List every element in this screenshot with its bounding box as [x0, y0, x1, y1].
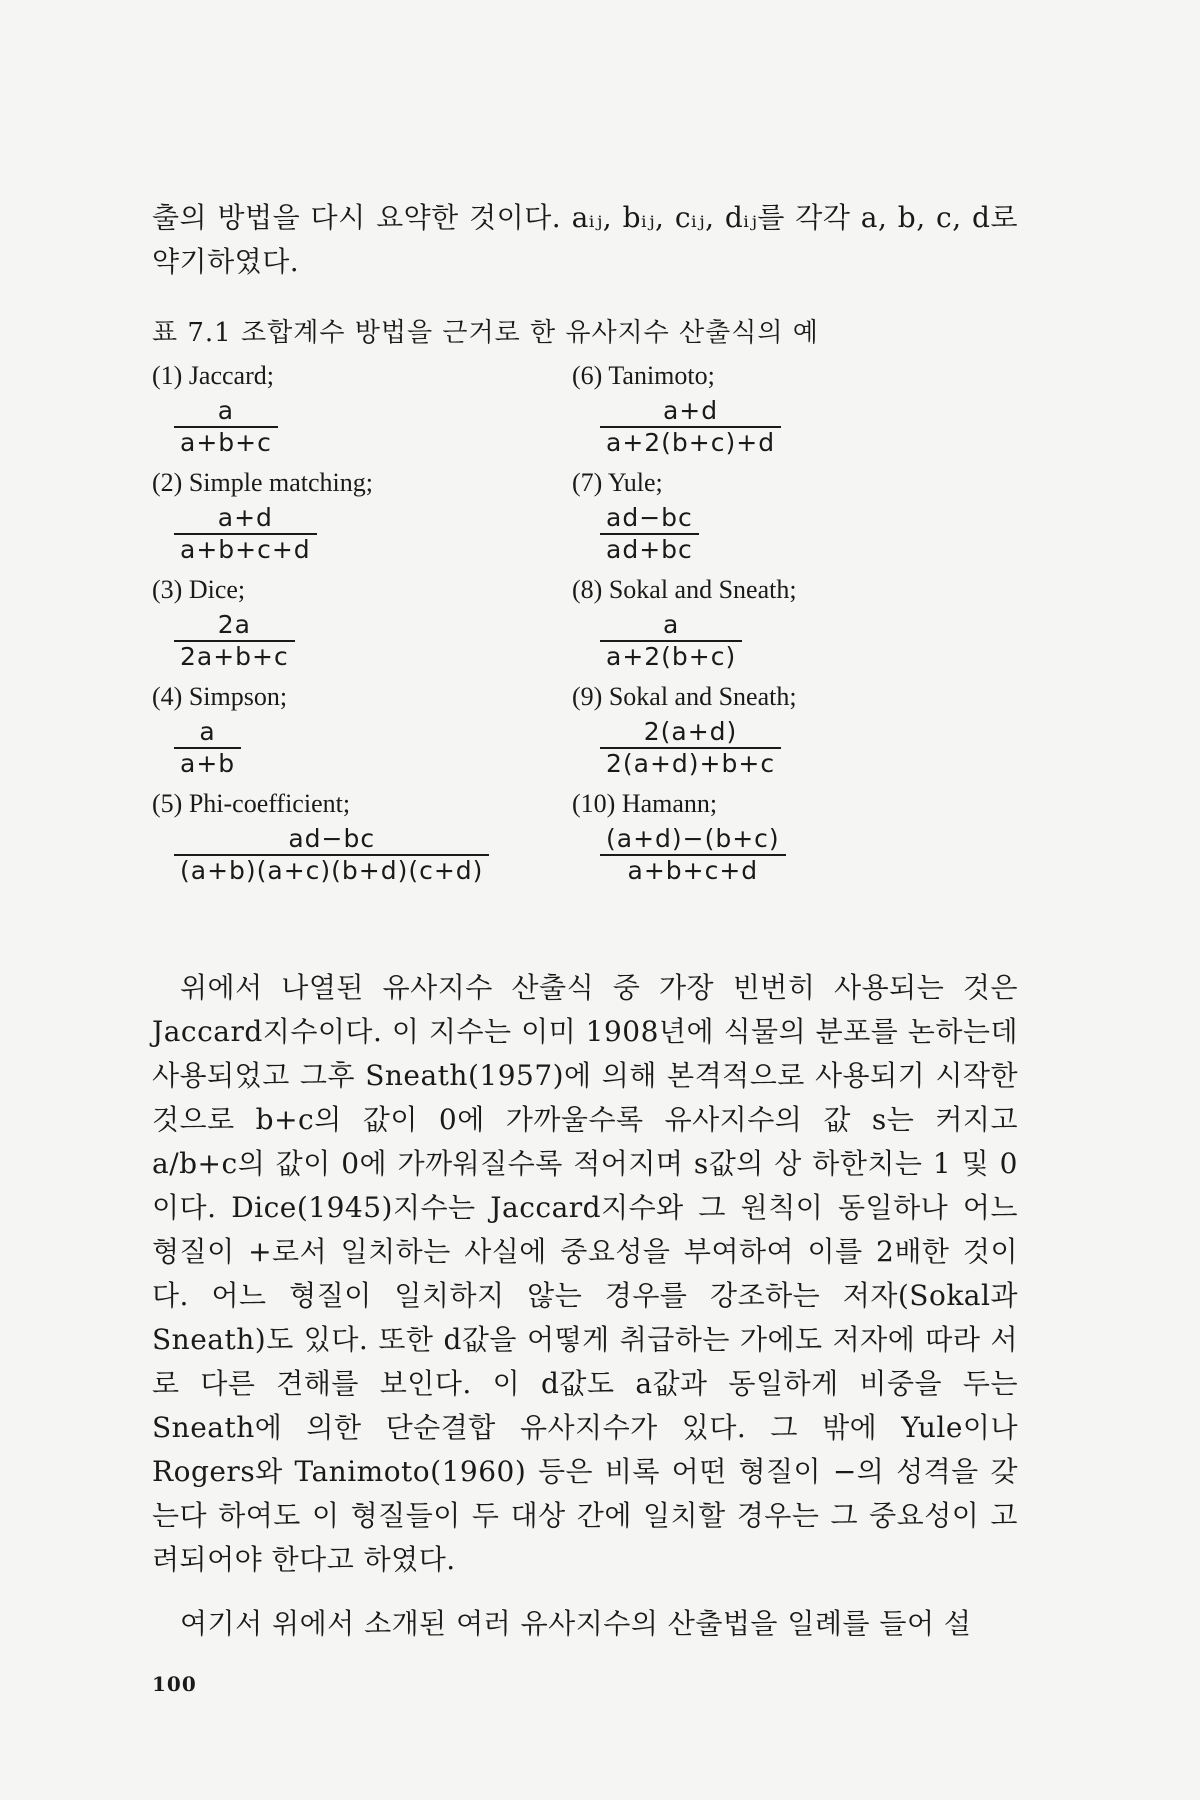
- formula-item: [152, 467, 592, 574]
- formula-label: (1) Jaccard;: [152, 361, 274, 390]
- denominator: a+2(b+c)+d: [600, 426, 781, 458]
- numerator: a: [662, 610, 680, 639]
- fraction: [174, 824, 489, 886]
- formula-column-right: [572, 360, 1012, 895]
- formula-label: (8) Sokal and Sneath;: [572, 575, 797, 604]
- fraction: [600, 824, 786, 886]
- fraction: [174, 717, 241, 779]
- formula-label: (3) Dice;: [152, 575, 246, 604]
- numerator: ad−bc: [288, 824, 376, 853]
- fraction: [600, 717, 781, 779]
- formula-item: [572, 681, 1012, 788]
- formula-label: (4) Simpson;: [152, 682, 288, 711]
- formula-item: [572, 788, 1012, 895]
- denominator: a+b+c+d: [600, 854, 786, 886]
- intro-paragraph: 출의 방법을 다시 요약한 것이다. aᵢⱼ, bᵢⱼ, cᵢⱼ, dᵢⱼ를 각각 a, b, c, d로 약기하였다.: [152, 201, 1018, 278]
- fraction: [174, 503, 317, 565]
- fraction: [600, 503, 699, 565]
- formula-label: (2) Simple matching;: [152, 468, 373, 497]
- numerator: (a+d)−(b+c): [606, 824, 780, 853]
- denominator: a+b+c+d: [174, 533, 317, 565]
- formula-item: [572, 574, 1012, 681]
- numerator: a+d: [217, 503, 273, 532]
- numerator: 2(a+d): [643, 717, 738, 746]
- formula-label: (6) Tanimoto;: [572, 361, 715, 390]
- denominator: (a+b)(a+c)(b+d)(c+d): [174, 854, 489, 886]
- fraction: [600, 396, 781, 458]
- numerator: a: [199, 717, 216, 746]
- denominator: 2(a+d)+b+c: [600, 747, 781, 779]
- denominator: 2a+b+c: [174, 640, 295, 672]
- formula-label: (9) Sokal and Sneath;: [572, 682, 797, 711]
- body-paragraph-1: 위에서 나열된 유사지수 산출식 중 가장 빈번히 사용되는 것은 Jaccard지수이다. 이 지수는 이미 1908년에 식물의 분포를 논하는데 사용되었고 그후 Sneath(1957)에 의해 본격적으로 사용되기 시작한 것으로 b+c의 값이 0에 가까울수록 유사지수의 값 s는 커지고 a/b+c의 값이 0에 가까워질수록 적어지며 s값의 상 하한치는 1 및 0이다. Dice(1945)지수는 Jaccard지수와 그 원칙이 동일하나 어느 형질이 +로서 일치하는 사실에 중요성을 부여하여 이를 2배한 것이다. 어느 형질이 일치하지 않는 경우를 강조하는 저자(Sokal과 Sneath)도 있다. 또한 d값을 어떻게 취급하는 가에도 저자에 따라 서로 다른 견해를 보인다. 이 d값도 a값과 동일하게 비중을 두는 Sneath에 의한 단순결합 유사지수가 있다. 그 밖에 Yule이나 Rogers와 Tanimoto(1960) 등은 비록 어떤 형질이 −의 성격을 갖는다 하여도 이 형질들이 두 대상 간에 일치할 경우는 그 중요성이 고려되어야 한다고 하였다.: [152, 971, 1018, 1576]
- numerator: ad−bc: [606, 503, 693, 532]
- formula-label: (7) Yule;: [572, 468, 663, 497]
- denominator: a+b+c: [174, 426, 278, 458]
- table-caption: 표 7.1 조합계수 방법을 근거로 한 유사지수 산출식의 예: [152, 318, 819, 348]
- body-paragraph-2: 여기서 위에서 소개된 여러 유사지수의 산출법을 일례를 들어 설: [180, 1607, 972, 1640]
- page-number: 100: [152, 1672, 197, 1696]
- formula-item: [572, 360, 1012, 467]
- fraction: [174, 610, 295, 672]
- numerator: 2a: [217, 610, 251, 639]
- denominator: a+2(b+c): [600, 640, 742, 672]
- formula-item: [572, 467, 1012, 574]
- fraction: [600, 610, 742, 672]
- formula-item: [152, 574, 592, 681]
- formula-column-left: [152, 360, 592, 895]
- numerator: a: [217, 396, 235, 425]
- formula-item: [152, 788, 592, 895]
- formula-label: (5) Phi-coefficient;: [152, 789, 351, 818]
- formula-item: [152, 681, 592, 788]
- formula-item: [152, 360, 592, 467]
- denominator: a+b: [174, 747, 241, 779]
- fraction: [174, 396, 278, 458]
- formula-label: (10) Hamann;: [572, 789, 718, 818]
- denominator: ad+bc: [600, 533, 699, 565]
- numerator: a+d: [662, 396, 719, 425]
